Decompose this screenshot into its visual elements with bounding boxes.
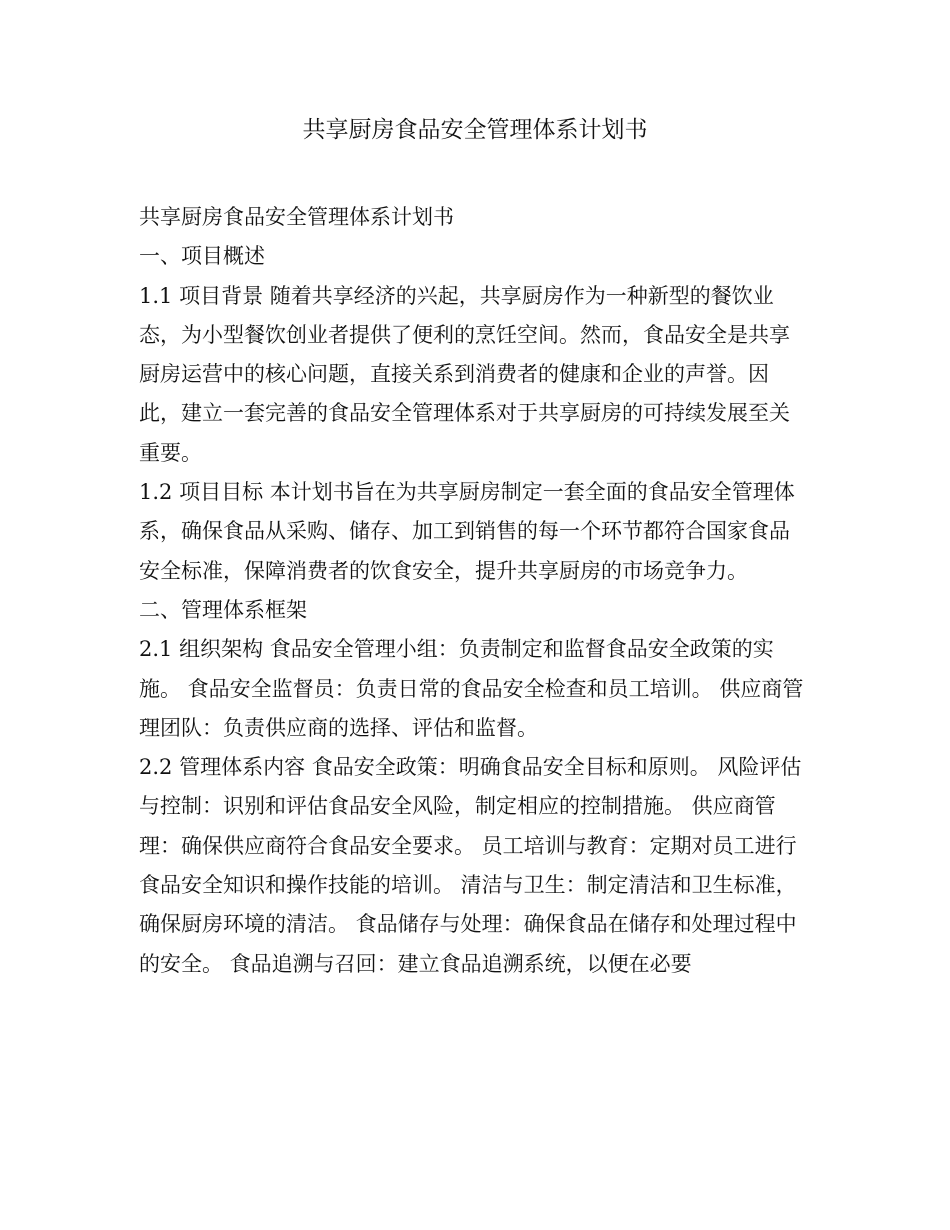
paragraph-system-content: 2.2 管理体系内容 食品安全政策：明确食品安全目标和原则。 风险评估与控制：识别和评估食品安全风险，制定相应的控制措施。 供应商管理：确保供应商符合食品安全要求。 员工培训与教育：定期对员工进行食品安全知识和操作技能的培训。 清洁与卫生：制定清洁和卫生标准，确保厨房环境的清洁。 食品储存与处理：确保食品在储存和处理过程中的安全。 食品追溯与召回：建立食品追溯系统，以便在必要 bbox=[139, 755, 802, 976]
paragraph-project-goals: 1.2 项目目标 本计划书旨在为共享厨房制定一套全面的食品安全管理体系，确保食品从采购、储存、加工到销售的每一个环节都符合国家食品安全标准，保障消费者的饮食安全，提升共享厨房的市场竞争力。 bbox=[139, 480, 795, 583]
section-heading-framework: 二、管理体系框架 bbox=[139, 597, 307, 622]
document-title: 共享厨房食品安全管理体系计划书 bbox=[302, 117, 648, 143]
paragraph-heading-repeat: 共享厨房食品安全管理体系计划书 bbox=[139, 205, 454, 229]
paragraph-org-structure: 2.1 组织架构 食品安全管理小组：负责制定和监督食品安全政策的实施。 食品安全监督员：负责日常的食品安全检查和员工培训。 供应商管理团队：负责供应商的选择、评估和监督。 bbox=[139, 637, 804, 740]
paragraph-project-background: 1.1 项目背景 随着共享经济的兴起，共享厨房作为一种新型的餐饮业态，为小型餐饮创业者提供了便利的烹饪空间。然而，食品安全是共享厨房运营中的核心问题，直接关系到消费者的健康和企业的声誉。因此，建立一套完善的食品安全管理体系对于共享厨房的可持续发展至关重要。 bbox=[139, 283, 790, 465]
section-heading-overview: 一、项目概述 bbox=[139, 244, 265, 269]
document-body bbox=[139, 198, 804, 984]
